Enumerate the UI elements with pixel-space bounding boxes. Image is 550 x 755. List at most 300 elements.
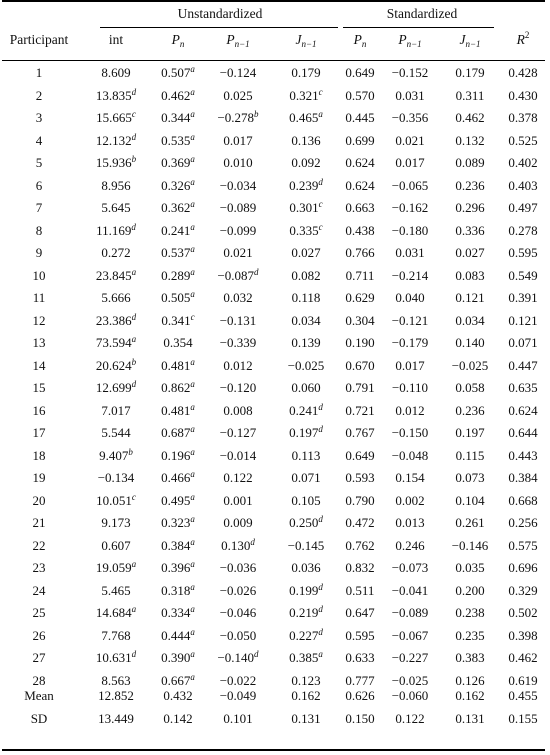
cell-value: 0.384 [161,537,191,553]
cell-value: −0.067 [391,627,429,643]
cell-value: 0.447 [508,357,538,373]
cell-id [0,512,78,534]
cell-spn1 [380,152,440,174]
cell-pn1 [206,242,270,264]
cell-value: 10.051 [96,492,132,508]
significance-marker: a [190,604,195,614]
col-header-pn [150,32,206,48]
cell-r2 [500,130,546,152]
cell-value: −0.065 [391,177,429,193]
cell-value: −0.179 [391,335,429,350]
cell-value: 16 [32,402,46,418]
significance-marker: a [190,199,195,209]
cell-r2 [500,535,546,557]
cell-value: 0.236 [455,402,485,418]
cell-value: 0.131 [291,710,321,726]
cell-sjn1 [440,107,500,129]
cell-int [85,130,147,152]
cell-r2 [500,175,546,197]
cell-value: 20 [32,492,46,508]
cell-value: 0.777 [345,672,375,688]
cell-int [85,625,147,647]
cell-spn1 [380,220,440,242]
significance-marker: b [128,446,133,457]
significance-marker: b [131,356,137,367]
cell-spn [340,287,380,309]
cell-value: SD [30,710,48,726]
cell-r2 [500,62,546,84]
cell-r2 [500,647,546,669]
table-row [0,175,550,197]
group-header-unstandardized: Unstandardized [177,6,263,21]
cell-int [85,175,147,197]
cell-value: 0.131 [455,710,485,726]
cell-pn [150,647,206,669]
cell-value: 0.008 [223,402,253,418]
cell-value: 0.329 [508,582,538,598]
cell-value: 0.012 [223,357,253,373]
cell-jn1 [274,580,338,602]
cell-value: 28 [32,672,46,688]
cell-spn [340,85,380,107]
cell-value: 0.318 [161,582,191,598]
cell-value: −0.134 [97,470,135,485]
cell-pn [150,602,206,624]
table-row [0,602,550,624]
cell-value: 0.444 [161,627,191,643]
cell-value: 0.570 [345,87,375,103]
cell-spn1 [380,197,440,219]
cell-sjn1 [440,512,500,534]
cell-value: −0.022 [219,672,257,688]
col-header-int: int [108,32,124,47]
cell-int [85,512,147,534]
cell-r2 [500,512,546,534]
cell-jn1 [274,445,338,467]
cell-jn1 [274,422,338,444]
cell-pn [150,130,206,152]
cell-value: 0.250 [289,515,319,530]
cell-value: 0.481 [161,357,191,373]
cell-value: 0.505 [161,290,191,305]
cell-value: 0.344 [161,110,191,125]
cell-value: 73.594 [95,335,132,350]
cell-value: 0.862 [161,380,191,395]
cell-value: −0.214 [391,267,429,283]
cell-value: 0.197 [289,425,319,440]
cell-value: 0.197 [455,425,485,440]
cell-value: 25 [32,605,46,620]
cell-spn [340,625,380,647]
cell-int [85,287,147,309]
cell-value: 0.626 [345,688,375,703]
cell-pn1 [206,445,270,467]
col-header-std-pn1-symbol: P [398,32,407,47]
cell-jn1 [274,467,338,489]
significance-marker: a [190,131,195,142]
cell-spn [340,708,380,730]
cell-value: −0.146 [451,537,489,553]
cell-spn1 [380,708,440,730]
cell-value: 5.645 [101,200,131,215]
cell-value: 0.115 [455,447,485,463]
cell-value: 0.140 [455,335,485,350]
cell-value: 23.845 [95,267,132,283]
cell-value: 0.241 [289,402,319,418]
table-row [0,62,550,84]
cell-value: 0.766 [345,245,375,260]
cell-jn1 [274,708,338,730]
cell-spn [340,467,380,489]
cell-r2 [500,242,546,264]
cell-value: 0.649 [345,447,375,463]
cell-value: 22 [32,537,46,553]
cell-r2 [500,85,546,107]
cell-value: 0.390 [161,650,191,665]
significance-marker: d [131,221,136,232]
significance-marker: a [131,334,137,344]
cell-value: 20.624 [95,357,132,373]
cell-spn [340,197,380,219]
cell-value: 13.835 [95,87,132,103]
cell-sjn1 [440,287,500,309]
cell-value: 0.162 [455,688,485,703]
cell-pn [150,400,206,422]
cell-value: 0.122 [223,470,253,485]
col-header-pn-symbol: P [171,32,180,47]
cell-spn1 [380,332,440,354]
cell-jn1 [274,332,338,354]
cell-value: 0.667 [161,672,191,688]
cell-value: 0.196 [161,447,191,463]
cell-value: 0.432 [163,688,193,703]
cell-value: 0.101 [223,710,253,726]
cell-value: −0.339 [219,335,257,350]
cell-spn [340,535,380,557]
cell-sjn1 [440,422,500,444]
cell-value: 0.481 [161,402,191,418]
cell-value: 0.017 [395,357,425,373]
cell-r2 [500,422,546,444]
significance-marker: a [190,514,195,524]
cell-value: 0.227 [289,627,319,643]
cell-pn1 [206,62,270,84]
table-row [0,242,550,264]
cell-pn [150,377,206,399]
cell-value: 7.768 [101,627,131,643]
col-header-std-pn-subscript: n [361,39,367,49]
cell-value: 0.246 [395,537,425,553]
cell-value: 0.629 [345,290,375,305]
significance-marker: a [190,446,195,457]
cell-jn1 [274,220,338,242]
cell-pn1 [206,400,270,422]
significance-marker: a [190,109,195,119]
cell-value: 24 [32,582,46,598]
cell-spn [340,107,380,129]
significance-marker: d [318,424,323,434]
significance-marker: b [254,109,259,119]
cell-int [85,310,147,332]
cell-value: 8.563 [101,672,131,688]
table-row [0,445,550,467]
cell-int [85,647,147,669]
cell-jn1 [274,535,338,557]
cell-value: 3 [35,110,43,125]
cell-value: 7.017 [101,402,131,418]
cell-sjn1 [440,625,500,647]
cell-r2 [500,287,546,309]
cell-int [85,490,147,512]
significance-marker: a [190,649,195,659]
cell-pn1 [206,107,270,129]
group-underline-standardized [343,27,494,28]
cell-spn1 [380,685,440,707]
cell-id [0,602,78,624]
cell-spn1 [380,355,440,377]
cell-int [85,467,147,489]
cell-value: 0.762 [345,537,375,553]
cell-spn [340,355,380,377]
cell-pn [150,107,206,129]
cell-spn [340,62,380,84]
cell-value: 0.595 [345,627,375,643]
cell-jn1 [274,685,338,707]
cell-sjn1 [440,265,500,287]
col-header-std-pn1 [380,32,440,48]
cell-spn1 [380,62,440,84]
cell-value: 0.595 [508,245,538,260]
cell-sjn1 [440,377,500,399]
cell-value: 0.058 [455,380,485,395]
cell-pn [150,467,206,489]
cell-jn1 [274,377,338,399]
table-row [0,557,550,579]
significance-marker: a [131,604,137,614]
significance-marker: d [131,379,137,389]
cell-pn [150,685,206,707]
cell-pn [150,197,206,219]
cell-pn [150,422,206,444]
cell-value: 0.362 [161,200,191,215]
cell-spn1 [380,107,440,129]
cell-sjn1 [440,602,500,624]
cell-value: 23 [32,560,46,575]
cell-spn1 [380,647,440,669]
cell-spn1 [380,400,440,422]
significance-marker: c [131,109,136,119]
cell-jn1 [274,107,338,129]
cell-value: 0.791 [345,380,375,395]
cell-sjn1 [440,355,500,377]
cell-pn1 [206,220,270,242]
cell-value: 12 [32,312,46,328]
cell-value: 0.035 [455,560,485,575]
cell-sjn1 [440,445,500,467]
cell-pn [150,580,206,602]
table-row [0,400,550,422]
cell-value: 0.261 [455,515,485,530]
cell-pn1 [206,310,270,332]
significance-marker: d [318,626,323,637]
cell-spn1 [380,557,440,579]
cell-spn1 [380,265,440,287]
cell-value: 0.025 [223,87,253,103]
cell-value: 10 [32,267,46,283]
cell-value: 0.398 [508,627,538,643]
significance-marker: a [190,289,195,299]
cell-int [85,602,147,624]
significance-marker: a [190,626,195,637]
cell-spn1 [380,377,440,399]
cell-spn1 [380,467,440,489]
cell-spn [340,647,380,669]
cell-value: 0.154 [395,470,425,485]
cell-spn [340,490,380,512]
cell-value: 0.495 [161,492,191,508]
cell-value: 0.497 [508,200,538,215]
cell-id [0,467,78,489]
cell-jn1 [274,557,338,579]
cell-value: 0.335 [289,222,319,238]
cell-sjn1 [440,580,500,602]
summary-row [0,685,550,707]
cell-spn1 [380,175,440,197]
cell-id [0,310,78,332]
cell-value: 0.721 [345,402,375,418]
cell-value: 0.323 [161,515,191,530]
cell-value: 0.466 [161,470,191,485]
col-header-pn1-subscript: n−1 [234,39,250,49]
significance-marker: d [254,266,259,277]
cell-value: 0.071 [291,470,321,485]
cell-value: 0.624 [345,177,375,193]
cell-value: 0.036 [291,560,321,575]
col-header-pn1-symbol: P [226,32,235,47]
cell-value: 11 [32,290,46,305]
cell-spn1 [380,287,440,309]
cell-value: 0.113 [291,447,321,463]
cell-r2 [500,265,546,287]
cell-value: 0.031 [395,245,425,260]
cell-value: 0.010 [223,155,253,170]
cell-value: 0.633 [345,650,375,665]
cell-value: 0.647 [345,605,375,620]
cell-value: 0.121 [455,290,485,305]
cell-pn [150,490,206,512]
cell-r2 [500,467,546,489]
table-row [0,107,550,129]
cell-value: 0.428 [508,65,538,80]
cell-spn [340,377,380,399]
cell-value: 0.462 [161,87,191,103]
cell-id [0,62,78,84]
cell-value: 0.790 [345,492,375,508]
cell-spn [340,685,380,707]
cell-value: 0.391 [508,290,538,305]
cell-spn [340,512,380,534]
cell-value: 0.354 [163,335,193,350]
cell-value: 0.121 [508,312,538,328]
cell-jn1 [274,400,338,422]
cell-value: 0.649 [345,65,375,80]
cell-r2 [500,197,546,219]
significance-marker: a [190,221,195,232]
col-header-std-pn1-subscript: n−1 [406,39,422,49]
cell-id [0,287,78,309]
cell-value: −0.140 [217,650,255,665]
cell-value: 0.013 [395,515,425,530]
cell-value: 13 [32,335,46,350]
significance-marker: a [190,536,195,547]
cell-value: 14 [32,357,46,373]
cell-value: 13.449 [98,710,134,726]
cell-pn1 [206,557,270,579]
cell-spn [340,265,380,287]
cell-value: −0.048 [391,447,429,463]
cell-jn1 [274,310,338,332]
cell-jn1 [274,602,338,624]
cell-value: 0.644 [508,425,538,440]
table-top-rule [2,0,545,2]
cell-value: 0.624 [345,155,375,170]
cell-sjn1 [440,197,500,219]
cell-sjn1 [440,62,500,84]
cell-pn1 [206,467,270,489]
cell-value: 0.021 [223,245,253,260]
cell-value: 12.852 [98,688,134,703]
cell-spn1 [380,445,440,467]
significance-marker: a [131,266,137,277]
cell-value: −0.131 [219,312,257,328]
significance-marker: c [318,221,323,232]
cell-value: 0.034 [291,312,321,328]
cell-value: 5.544 [101,425,131,440]
table-row [0,535,550,557]
cell-value: 0.687 [161,425,191,440]
cell-pn1 [206,265,270,287]
cell-value: 0.105 [291,492,321,508]
cell-r2 [500,377,546,399]
cell-jn1 [274,287,338,309]
significance-marker: a [318,109,323,119]
significance-marker: d [131,86,137,97]
cell-value: 0.445 [345,110,375,125]
cell-value: −0.278 [217,110,255,125]
cell-id [0,625,78,647]
cell-sjn1 [440,708,500,730]
significance-marker: d [318,604,323,614]
cell-pn1 [206,602,270,624]
significance-marker: a [190,491,195,502]
cell-pn [150,355,206,377]
cell-pn [150,265,206,287]
cell-value: 0.607 [101,537,131,553]
cell-pn [150,242,206,264]
cell-value: −0.150 [391,425,429,440]
cell-value: −0.034 [219,177,257,193]
cell-value: 11.169 [96,222,132,238]
cell-value: 0.001 [223,492,253,508]
cell-id [0,400,78,422]
cell-int [85,107,147,129]
cell-value: 6 [35,177,43,193]
cell-spn [340,152,380,174]
cell-value: 0.118 [291,290,321,305]
table-row [0,220,550,242]
cell-value: 5.465 [101,582,131,598]
cell-pn1 [206,685,270,707]
